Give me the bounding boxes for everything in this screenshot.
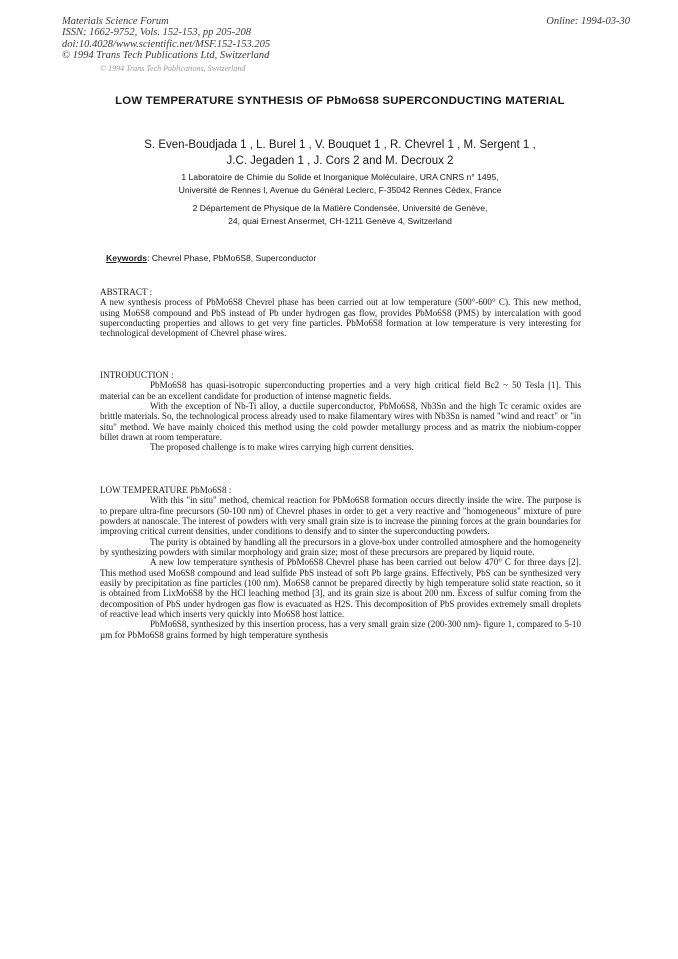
affiliation-1-line-2: Université de Rennes I, Avenue du Général Leclerc, F-35042 Rennes Cédex, France (178, 185, 502, 195)
low-temperature-paragraph-2: The purity is obtained by handling all the precursors in a glove-box under controlled atmosphere and the homogeneity by synthesizing powders with similar morphology and grain size; most of these precursors are prepared by liquid route. (100, 536, 581, 558)
abstract-heading: ABSTRACT : (100, 287, 153, 297)
faint-copyright: © 1994 Trans Tech Publications, Switzerland (100, 64, 246, 73)
journal-header (62, 16, 270, 62)
low-temperature-paragraph-3: A new low temperature synthesis of PbMo6S8 Chevrel phase has been carried out below 470° C for three days [2]. This method used Mo6S8 compound and lead sulfide PbS instead of soft Pb large grains. Effectively, PbS can be synthesized very easily by precipitation as fine particles (100 nm). Mo6S8 cannot be prepared directly by high temperature solid state reaction, so it is obtained from LixMo6S8 by the HCl leaching method [3], and its grain size is about 200 nm. Excess of sulfur coming from the decomposition of PbS under hydrogen gas flow is evacuated as H2S. This decomposition of PbS provides extremely small droplets of reactive lead which inserts very quickly into Mo6S8 host lattice. (100, 557, 581, 620)
introduction-heading: INTRODUCTION : (100, 370, 174, 380)
authors-line-1: S. Even-Boudjada 1 , L. Burel 1 , V. Bouquet 1 , R. Chevrel 1 , M. Sergent 1 , (144, 139, 536, 151)
abstract-section (100, 287, 581, 339)
introduction-section (100, 370, 581, 453)
introduction-paragraph-1: PbMo6S8 has quasi-isotropic superconducting properties and a very high critical field Bc2 ~ 50 Tesla [1]. This material can be an excellent candidate for production of intense magnetic fields. (100, 380, 581, 401)
keywords (106, 253, 316, 263)
authors-line-2: J.C. Jegaden 1 , J. Cors 2 and M. Decroux 2 (226, 155, 454, 167)
abstract-text: A new synthesis process of PbMo6S8 Chevrel phase has been carried out at low temperature (500°-600° C). This new method, using Mo6S8 compound and PbS instead of Pb under hydrogen gas flow, provides PbMo6S8 (PMS) by intercalation with good superconducting properties and allows to get very fine particles. PbMo6S8 formation at low temperature is very interesting for technological development of Chevrel phase wires. (100, 297, 581, 339)
journal-name: Materials Science Forum (62, 16, 169, 27)
keywords-text: : Chevrel Phase, PbMo6S8, Superconductor (147, 253, 317, 263)
affiliation-1-line-1: 1 Laboratoire de Chimie du Solide et Inorganique Moléculaire, URA CNRS n° 1495, (181, 172, 499, 182)
affiliation-2-line-1: 2 Département de Physique de la Matière Condensée, Université de Genève, (192, 203, 488, 213)
issn-line: ISSN: 1662-9752, Vols. 152-153, pp 205-208 (62, 27, 251, 39)
affiliation-2-line-2: 24, quai Ernest Ansermet, CH-1211 Genève 4, Switzerland (228, 216, 452, 226)
online-date: Online: 1994-03-30 (546, 16, 630, 27)
doi-line: doi:10.4028/www.scientific.net/MSF.152-153.205 (62, 38, 271, 50)
affiliation-2 (70, 202, 610, 228)
low-temperature-paragraph-1: With this "in situ" method, chemical reaction for PbMo6S8 formation occurs directly inside the wire. The purpose is to prepare ultra-fine precursors (50-100 nm) of Chevrel phases in order to get a very reactive and "homogeneous" mixture of pure powders at nanoscale. The interest of powders with very small grain size is to increase the pinning forces at the grain boundaries for improving critical current densities, under conditions to densify and to sinter the superconducting powders. (100, 495, 581, 537)
paper-title: LOW TEMPERATURE SYNTHESIS OF PbMo6S8 SUPERCONDUCTING MATERIAL (115, 95, 565, 107)
keywords-label: Keywords (106, 253, 148, 263)
low-temperature-heading: LOW TEMPERATURE PbMo6S8 : (100, 485, 232, 495)
introduction-paragraph-2: With the exception of Nb-Ti alloy, a ductile superconductor, PbMo6S8, Nb3Sn and the high Tc ceramic oxides are brittle materials. So, the technological process already used to make filamentary wires with Nb3Sn is named "wind and react" or "in situ" method. We have mainly choiced this method using the cold powder metallurgy process and as matrix the niobium-copper billet drawn at room temperature. (100, 401, 581, 443)
low-temperature-paragraph-4: PbMo6S8, synthesized by this insertion process, has a very small grain size (200-300 nm)- figure 1, compared to 5-10 µm for PbMo6S8 grains formed by high temperature synthesis (100, 619, 581, 640)
copyright-line: © 1994 Trans Tech Publications Ltd, Switzerland (62, 50, 270, 62)
affiliation-1 (70, 171, 610, 197)
author-list (70, 137, 610, 169)
low-temperature-section (100, 485, 581, 640)
introduction-paragraph-3: The proposed challenge is to make wires carrying high current densities. (150, 442, 414, 453)
